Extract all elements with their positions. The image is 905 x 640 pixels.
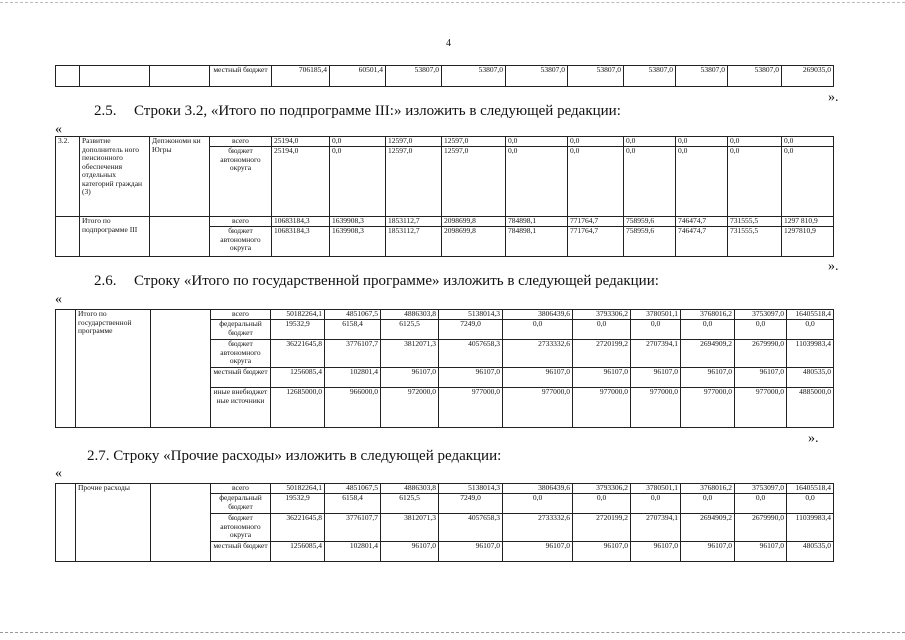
source-cell: всего — [211, 310, 271, 320]
value-cell: 53807,0 — [506, 66, 568, 87]
value-cell: 36221645,8 — [271, 514, 325, 542]
value-cell: 7249,0 — [439, 320, 503, 340]
value-cell: 2098699,8 — [442, 217, 506, 227]
value-cell: 0,0 — [735, 494, 787, 514]
value-cell: 2720199,2 — [573, 340, 631, 368]
value-cell: 784898,1 — [506, 217, 568, 227]
value-cell: 0,0 — [568, 147, 624, 217]
value-cell: 11039983,4 — [787, 340, 834, 368]
value-cell: 3780501,1 — [631, 484, 681, 494]
value-cell: 3812071,3 — [381, 340, 439, 368]
section-heading-2-6 — [94, 273, 659, 290]
value-cell: 1853112,7 — [386, 217, 442, 227]
value-cell: 5138014,3 — [439, 484, 503, 494]
value-cell: 60501,4 — [330, 66, 386, 87]
source-cell: бюджет автономного округа — [211, 340, 271, 368]
value-cell: 2098699,8 — [442, 227, 506, 257]
source-cell: всего — [210, 137, 272, 147]
value-cell: 96107,0 — [681, 542, 735, 562]
value-cell: 1297 810,9 — [782, 217, 834, 227]
value-cell: 96107,0 — [381, 368, 439, 388]
value-cell: 758959,6 — [624, 217, 676, 227]
close-quote: ». — [828, 259, 839, 274]
value-cell: 96107,0 — [735, 368, 787, 388]
value-cell: 0,0 — [782, 137, 834, 147]
value-cell: 96107,0 — [681, 368, 735, 388]
value-cell: 102801,4 — [325, 542, 381, 562]
executor-cell: Депэкономи ки Югры — [150, 137, 210, 217]
source-cell: всего — [210, 217, 272, 227]
section-text: Строку «Прочие расходы» изложить в следующей редакции: — [113, 448, 502, 464]
source-cell: бюджет автономного округа — [210, 147, 272, 217]
source-cell: местный бюджет — [211, 542, 271, 562]
value-cell: 0,0 — [573, 320, 631, 340]
value-cell: 746474,7 — [676, 227, 728, 257]
value-cell: 784898,1 — [506, 227, 568, 257]
value-cell: 3768016,2 — [681, 484, 735, 494]
value-cell: 3793306,2 — [573, 310, 631, 320]
close-quote: ». — [808, 431, 819, 446]
value-cell: 2720199,2 — [573, 514, 631, 542]
value-cell: 0,0 — [681, 494, 735, 514]
value-cell: 0,0 — [506, 137, 568, 147]
value-cell: 6158,4 — [325, 320, 381, 340]
value-cell: 4851067,5 — [325, 310, 381, 320]
table-row — [56, 217, 834, 227]
value-cell: 977000,0 — [631, 388, 681, 428]
value-cell: 0,0 — [503, 494, 573, 514]
value-cell: 0,0 — [787, 494, 834, 514]
value-cell: 746474,7 — [676, 217, 728, 227]
value-cell: 0,0 — [676, 147, 728, 217]
value-cell: 731555,5 — [728, 217, 782, 227]
value-cell: 758959,6 — [624, 227, 676, 257]
value-cell: 96107,0 — [573, 542, 631, 562]
source-cell: федеральный бюджет — [211, 320, 271, 340]
value-cell: 12685000,0 — [271, 388, 325, 428]
open-quote: « — [55, 122, 62, 137]
value-cell: 96107,0 — [735, 542, 787, 562]
value-cell: 3806439,6 — [503, 484, 573, 494]
value-cell: 19532,9 — [271, 320, 325, 340]
table-row — [56, 310, 834, 320]
open-quote: « — [55, 466, 62, 481]
page-number: 4 — [446, 38, 451, 49]
value-cell: 12597,0 — [386, 137, 442, 147]
value-cell: 36221645,8 — [271, 340, 325, 368]
value-cell: 53807,0 — [568, 66, 624, 87]
value-cell: 2679990,0 — [735, 340, 787, 368]
value-cell: 0,0 — [624, 147, 676, 217]
value-cell: 50182264,1 — [271, 484, 325, 494]
source-cell: бюджет автономного округа — [211, 514, 271, 542]
value-cell: 1297810,9 — [782, 227, 834, 257]
value-cell: 16405518,4 — [787, 310, 834, 320]
value-cell: 4057658,3 — [439, 340, 503, 368]
row-name: Итого по государственной программе — [76, 310, 151, 428]
value-cell: 6125,5 — [381, 494, 439, 514]
other-expenses-table — [55, 483, 834, 562]
value-cell: 3776107,7 — [325, 514, 381, 542]
value-cell: 19532,9 — [271, 494, 325, 514]
value-cell: 706185,4 — [272, 66, 330, 87]
value-cell: 966000,0 — [325, 388, 381, 428]
section-number: 2.6. — [94, 273, 117, 289]
value-cell: 0,0 — [728, 147, 782, 217]
value-cell: 4886303,8 — [381, 310, 439, 320]
value-cell: 0,0 — [631, 320, 681, 340]
table-row — [56, 66, 834, 87]
value-cell: 2694909,2 — [681, 340, 735, 368]
value-cell: 7249,0 — [439, 494, 503, 514]
source-cell: иные внебюджет ные источники — [211, 388, 271, 428]
value-cell: 731555,5 — [728, 227, 782, 257]
section-heading-2-5 — [94, 103, 621, 120]
value-cell: 1853112,7 — [386, 227, 442, 257]
value-cell: 102801,4 — [325, 368, 381, 388]
value-cell: 2733332,6 — [503, 514, 573, 542]
value-cell: 25194,0 — [272, 147, 330, 217]
scan-edge-top — [0, 2, 905, 4]
value-cell: 0,0 — [330, 137, 386, 147]
value-cell: 977000,0 — [681, 388, 735, 428]
value-cell: 0,0 — [573, 494, 631, 514]
value-cell: 771764,7 — [568, 227, 624, 257]
value-cell: 10683184,3 — [272, 227, 330, 257]
row-name: Прочие расходы — [76, 484, 151, 562]
scan-edge-bottom — [0, 632, 905, 633]
value-cell: 10683184,3 — [272, 217, 330, 227]
value-cell: 0,0 — [503, 320, 573, 340]
value-cell: 4885000,0 — [787, 388, 834, 428]
value-cell: 2707394,1 — [631, 340, 681, 368]
value-cell: 12597,0 — [442, 147, 506, 217]
value-cell: 0,0 — [676, 137, 728, 147]
value-cell: 53807,0 — [728, 66, 782, 87]
value-cell: 3793306,2 — [573, 484, 631, 494]
section-heading-2-7 — [87, 448, 501, 465]
source-cell: всего — [211, 484, 271, 494]
value-cell: 0,0 — [568, 137, 624, 147]
value-cell: 96107,0 — [503, 542, 573, 562]
section-text: Строки 3.2, «Итого по подпрограмме III:» изложить в следующей редакции: — [134, 103, 621, 119]
value-cell: 3753097,0 — [735, 310, 787, 320]
section-number: 2.5. — [94, 103, 117, 119]
value-cell: 0,0 — [787, 320, 834, 340]
value-cell: 1256085,4 — [271, 542, 325, 562]
value-cell: 6125,5 — [381, 320, 439, 340]
value-cell: 4851067,5 — [325, 484, 381, 494]
value-cell: 2733332,6 — [503, 340, 573, 368]
section-number: 2.7. — [87, 448, 110, 464]
value-cell: 972000,0 — [381, 388, 439, 428]
value-cell: 96107,0 — [573, 368, 631, 388]
table-row — [56, 137, 834, 147]
value-cell: 96107,0 — [631, 542, 681, 562]
value-cell: 6158,4 — [325, 494, 381, 514]
value-cell: 977000,0 — [735, 388, 787, 428]
value-cell: 96107,0 — [381, 542, 439, 562]
state-program-total-table — [55, 309, 834, 428]
value-cell: 12597,0 — [386, 147, 442, 217]
value-cell: 3812071,3 — [381, 514, 439, 542]
source-cell: федеральный бюджет — [211, 494, 271, 514]
source-cell: бюджет автономного округа — [210, 227, 272, 257]
value-cell: 480535,0 — [787, 542, 834, 562]
value-cell: 53807,0 — [624, 66, 676, 87]
value-cell: 269035,0 — [782, 66, 834, 87]
value-cell: 0,0 — [624, 137, 676, 147]
value-cell: 5138014,3 — [439, 310, 503, 320]
value-cell: 3780501,1 — [631, 310, 681, 320]
value-cell: 977000,0 — [573, 388, 631, 428]
value-cell: 11039983,4 — [787, 514, 834, 542]
value-cell: 0,0 — [631, 494, 681, 514]
value-cell: 25194,0 — [272, 137, 330, 147]
value-cell: 2707394,1 — [631, 514, 681, 542]
value-cell: 4886303,8 — [381, 484, 439, 494]
value-cell: 977000,0 — [439, 388, 503, 428]
value-cell: 1639908,3 — [330, 227, 386, 257]
value-cell: 16405518,4 — [787, 484, 834, 494]
source-cell: местный бюджет — [210, 66, 272, 87]
row-number: 3.2. — [56, 137, 80, 217]
value-cell: 0,0 — [506, 147, 568, 217]
table-row — [56, 484, 834, 494]
value-cell: 977000,0 — [503, 388, 573, 428]
value-cell: 0,0 — [735, 320, 787, 340]
value-cell: 3753097,0 — [735, 484, 787, 494]
value-cell: 0,0 — [782, 147, 834, 217]
value-cell: 53807,0 — [442, 66, 506, 87]
value-cell: 1256085,4 — [271, 368, 325, 388]
value-cell: 4057658,3 — [439, 514, 503, 542]
value-cell: 96107,0 — [439, 542, 503, 562]
value-cell: 12597,0 — [442, 137, 506, 147]
row-name: Развитие дополнитель ного пенсионного обеспечения отдельных категорий граждан (3) — [80, 137, 150, 217]
value-cell: 3776107,7 — [325, 340, 381, 368]
value-cell: 480535,0 — [787, 368, 834, 388]
value-cell: 2694909,2 — [681, 514, 735, 542]
value-cell: 53807,0 — [676, 66, 728, 87]
value-cell: 1639908,3 — [330, 217, 386, 227]
value-cell: 771764,7 — [568, 217, 624, 227]
value-cell: 96107,0 — [439, 368, 503, 388]
subprogram-table — [55, 136, 834, 257]
value-cell: 0,0 — [330, 147, 386, 217]
value-cell: 96107,0 — [631, 368, 681, 388]
close-quote: ». — [828, 90, 839, 105]
value-cell: 3806439,6 — [503, 310, 573, 320]
value-cell: 3768016,2 — [681, 310, 735, 320]
row-name: Итого по подпрограмме III — [80, 217, 150, 257]
open-quote: « — [55, 292, 62, 307]
section-text: Строку «Итого по государственной программе» изложить в следующей редакции: — [134, 273, 659, 289]
value-cell: 53807,0 — [386, 66, 442, 87]
source-cell: местный бюджет — [211, 368, 271, 388]
value-cell: 96107,0 — [503, 368, 573, 388]
value-cell: 0,0 — [728, 137, 782, 147]
value-cell: 2679990,0 — [735, 514, 787, 542]
value-cell: 50182264,1 — [271, 310, 325, 320]
top-continuation-table — [55, 65, 834, 87]
value-cell: 0,0 — [681, 320, 735, 340]
